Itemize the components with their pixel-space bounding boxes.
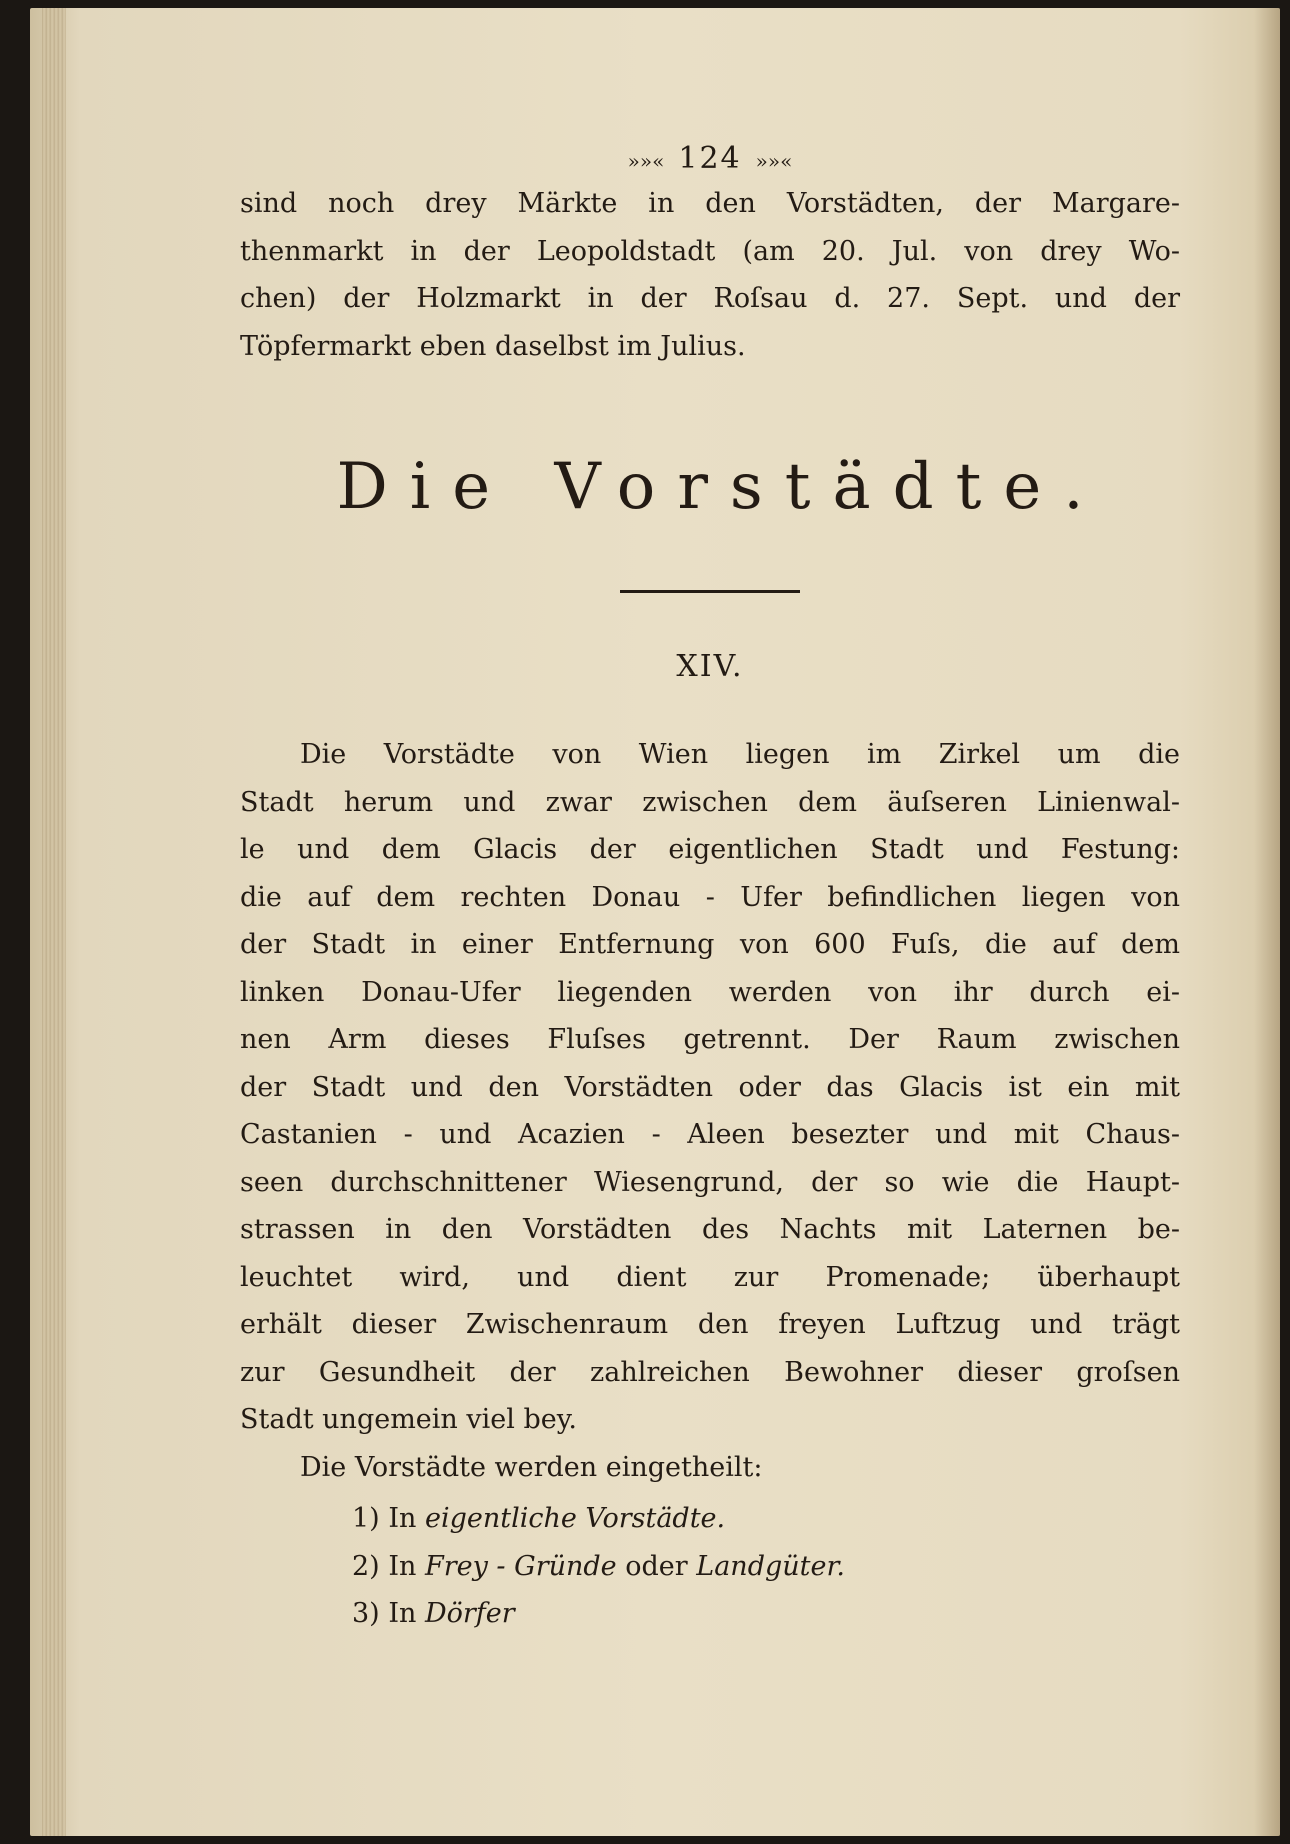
text-line: leuchtet wird, und dient zur Promenade; überhaupt <box>240 1261 1180 1293</box>
page-text <box>240 138 1180 1638</box>
text-line: zur Gesundheit der zahlreichen Bewohner dieser groſsen <box>240 1356 1180 1388</box>
text-line: Stadt herum und zwar zwischen dem äuſseren Linienwal- <box>240 786 1180 818</box>
list-number: 2) <box>352 1550 380 1582</box>
text-line: seen durchschnittener Wiesengrund, der so wie die Haupt- <box>240 1166 1180 1198</box>
text-line: Die Vorstädte von Wien liegen im Zirkel um die <box>300 739 1180 770</box>
text-line: chen) der Holzmarkt in der Roſsau d. 27. Sept. und der <box>240 283 1180 314</box>
list-term: Frey - Gründe <box>424 1550 617 1582</box>
text-line: erhält dieser Zwischenraum den freyen Luftzug und trägt <box>240 1309 1180 1340</box>
list-item <box>352 1543 1180 1591</box>
text-line: sind noch drey Märkte in den Vorstädten, der Margare- <box>240 188 1180 219</box>
running-header <box>240 138 1180 180</box>
list-term: eigentliche Vorstädte. <box>424 1503 726 1534</box>
list-number: 1) <box>352 1503 380 1534</box>
text-line: der Stadt in einer Entfernung von 600 Fuſs, die auf dem <box>240 929 1180 960</box>
page-gutter-shadow <box>1254 8 1280 1836</box>
list-conjunction: oder <box>625 1550 688 1582</box>
text-line: Castanien - und Acazien - Aleen besezter und mit Chaus- <box>240 1119 1180 1150</box>
text-line: Töpfermarkt eben daselbst im Julius. <box>240 330 746 362</box>
text-line: Stadt ungemein viel bey. <box>240 1404 577 1435</box>
text-line: die auf dem rechten Donau - Ufer befindlichen liegen von <box>240 881 1180 913</box>
text-line: strassen in den Vorstädten des Nachts mit Laternen be- <box>240 1214 1180 1245</box>
text-line: nen Arm dieses Fluſses getrennt. Der Raum zwischen <box>240 1024 1180 1055</box>
division-list <box>240 1495 1180 1638</box>
list-prefix: In <box>388 1503 417 1534</box>
chapter-title: Die Vorstädte. <box>336 450 1106 524</box>
header-ornament-left: »»« <box>627 149 665 173</box>
list-item <box>352 1590 1180 1638</box>
division-intro: Die Vorstädte werden eingetheilt: <box>300 1451 763 1483</box>
list-item <box>352 1495 1180 1543</box>
page-number: 124 <box>678 141 742 176</box>
text-line: linken Donau-Ufer liegenden werden von ihr durch ei- <box>240 976 1180 1008</box>
text-line: thenmarkt in der Leopoldstadt (am 20. Jul. von drey Wo- <box>240 235 1180 267</box>
text-line: der Stadt und den Vorstädten oder das Glacis ist ein mit <box>240 1071 1180 1103</box>
list-term: Dörfer <box>424 1598 515 1629</box>
title-divider <box>620 590 800 593</box>
header-ornament-right: »»« <box>755 149 793 173</box>
page-stack-edge <box>42 8 66 1836</box>
intro-paragraph <box>240 180 1180 370</box>
list-prefix: In <box>388 1550 417 1582</box>
section-numeral: XIV. <box>676 649 744 684</box>
list-prefix: In <box>388 1598 417 1629</box>
text-line: le und dem Glacis der eigentlichen Stadt und Festung: <box>240 834 1180 865</box>
list-term-alt: Landgüter. <box>696 1550 846 1582</box>
list-number: 3) <box>352 1598 380 1629</box>
body-paragraph <box>240 731 1180 1491</box>
